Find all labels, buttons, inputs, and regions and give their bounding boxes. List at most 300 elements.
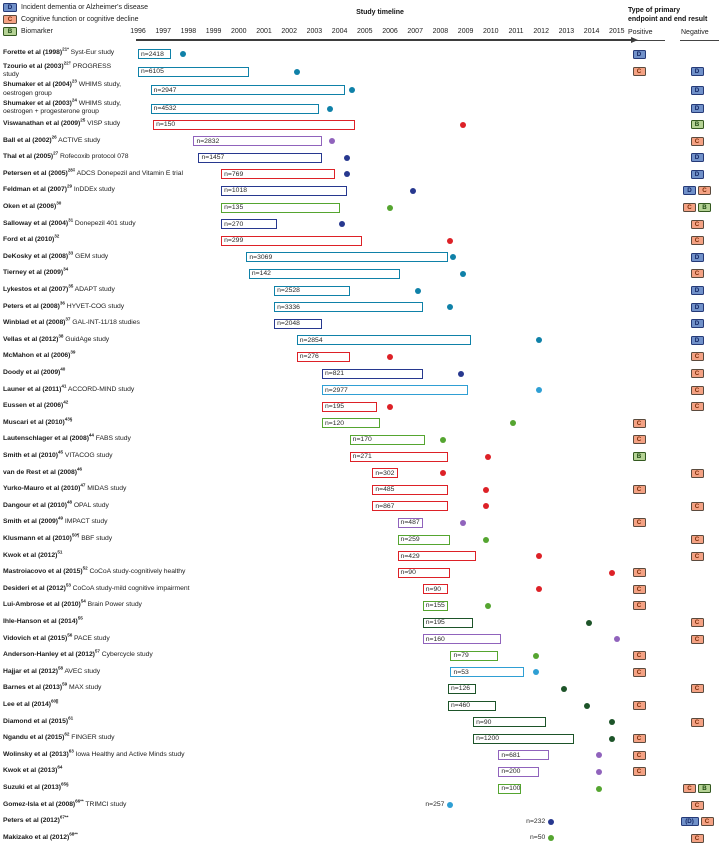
publication-dot bbox=[533, 669, 539, 675]
endpoint-badge-D: D bbox=[691, 104, 704, 113]
publication-dot bbox=[440, 437, 446, 443]
sample-size-label: n=100 bbox=[501, 785, 521, 792]
endpoint-badge-group bbox=[691, 801, 704, 810]
sample-size-label: n=867 bbox=[375, 502, 395, 510]
endpoint-badge-group bbox=[691, 170, 704, 179]
endpoint-badge-group bbox=[691, 635, 704, 644]
endpoint-badge-group bbox=[691, 402, 704, 411]
endpoint-badge-C: C bbox=[691, 469, 704, 478]
study-label: Lautenschlager et al $(2008)^{44}$ FABS study bbox=[3, 433, 131, 443]
endpoint-badge-C: C bbox=[633, 601, 646, 610]
publication-dot bbox=[180, 51, 186, 57]
study-label: DeKosky et al $(2008)^{33}$ GEM study bbox=[3, 250, 109, 260]
endpoint-badge-group bbox=[633, 585, 646, 594]
study-duration-bar bbox=[498, 767, 538, 777]
publication-dot bbox=[536, 586, 542, 592]
endpoint-badge-D: D bbox=[691, 253, 704, 262]
endpoint-badge-group bbox=[633, 485, 646, 494]
endpoint-badge-group bbox=[691, 120, 704, 129]
publication-dot bbox=[344, 171, 350, 177]
sample-size-label: n=53 bbox=[453, 668, 469, 676]
endpoint-badge-group bbox=[691, 535, 704, 544]
endpoint-badge-group bbox=[691, 153, 704, 162]
study-label: Dangour et al $(2010)^{48}$ OPAL study bbox=[3, 499, 109, 509]
sample-size-label: n=257 bbox=[425, 800, 445, 808]
endpoint-badge-group bbox=[691, 104, 704, 113]
sample-size-label: n=170 bbox=[352, 436, 372, 444]
endpoint-badge-C: C bbox=[691, 684, 704, 693]
publication-dot bbox=[485, 603, 491, 609]
sample-size-label: n=2418 bbox=[141, 50, 164, 58]
sample-size-label: n=232 bbox=[526, 817, 546, 825]
year-label: 2011 bbox=[508, 28, 524, 35]
endpoint-badge-C: C bbox=[691, 718, 704, 727]
sample-size-label: n=429 bbox=[400, 552, 420, 560]
endpoint-header-line1: Type of primary bbox=[628, 7, 680, 14]
sample-size-label: n=142 bbox=[251, 270, 271, 278]
study-label: Ford et al $(2010)^{32}$ bbox=[3, 233, 60, 244]
study-label: Petersen et al $(2005)^{28\ddagger}$ ADCS Donepezil and Vitamin E trial bbox=[3, 167, 183, 177]
endpoint-badge-group bbox=[683, 186, 711, 195]
sample-size-label: n=681 bbox=[501, 751, 521, 759]
publication-dot bbox=[548, 835, 554, 841]
endpoint-badge-C: C bbox=[633, 585, 646, 594]
endpoint-badge-group bbox=[633, 651, 646, 660]
publication-dot bbox=[536, 387, 542, 393]
sample-size-label: n=460 bbox=[450, 702, 471, 709]
sample-size-label: n=270 bbox=[224, 220, 244, 228]
endpoint-badge-group bbox=[633, 50, 646, 59]
timeline-title: Study timeline bbox=[356, 9, 404, 16]
study-label: Makizako et al $(2012)^{68**}$ bbox=[3, 831, 78, 841]
endpoint-badge-C: C bbox=[683, 203, 696, 212]
publication-dot bbox=[609, 719, 615, 725]
publication-dot bbox=[596, 769, 602, 775]
publication-dot bbox=[447, 802, 453, 808]
publication-dot bbox=[415, 288, 421, 294]
study-label: Klusmann et al $(2010)^{50\P}$ BBF study bbox=[3, 532, 113, 542]
study-duration-bar bbox=[198, 153, 321, 163]
study-duration-bar bbox=[372, 468, 397, 478]
study-duration-bar bbox=[322, 402, 377, 412]
endpoint-badge-group bbox=[633, 419, 646, 428]
endpoint-badge-group bbox=[691, 552, 704, 561]
study-duration-bar bbox=[153, 120, 355, 130]
study-duration-bar bbox=[498, 750, 548, 760]
publication-dot bbox=[458, 371, 464, 377]
sample-size-label: n=487 bbox=[400, 519, 420, 527]
endpoint-badge-C: C bbox=[691, 535, 704, 544]
sample-size-label: n=2048 bbox=[277, 320, 300, 328]
endpoint-badge-D: D bbox=[691, 170, 704, 179]
publication-dot bbox=[447, 238, 453, 244]
negative-column-header: Negative bbox=[681, 29, 709, 36]
publication-dot bbox=[548, 819, 554, 825]
study-label: Doody et al $(2009)^{40}$ bbox=[3, 366, 66, 376]
endpoint-badge-D: D bbox=[691, 286, 704, 295]
study-label: Wolinsky et al $(2013)^{63}$ Iowa Healthy and Active Minds study bbox=[3, 748, 185, 758]
endpoint-badge-group bbox=[691, 220, 704, 229]
endpoint-badge-C: C bbox=[691, 502, 704, 511]
publication-dot bbox=[485, 454, 491, 460]
endpoint-badge-D: D bbox=[691, 67, 704, 76]
study-label: Lui-Ambrose et al $(2010)^{54}$ Brain Power study bbox=[3, 599, 142, 609]
study-label: Ihle-Hanson et al $(2014)^{55}$ bbox=[3, 615, 83, 625]
year-label: 2013 bbox=[558, 28, 575, 35]
publication-dot bbox=[483, 537, 489, 543]
sample-size-label: n=126 bbox=[450, 685, 471, 693]
sample-size-label: n=821 bbox=[324, 370, 345, 377]
legend-label: Cognitive function or cognitive decline bbox=[21, 16, 139, 23]
endpoint-badge-C: C bbox=[691, 552, 704, 561]
sample-size-label: n=2528 bbox=[277, 287, 300, 294]
endpoint-badge-group bbox=[691, 369, 704, 378]
endpoint-badge-group bbox=[691, 684, 704, 693]
legend-badge-C: C bbox=[3, 15, 17, 24]
endpoint-badge-group bbox=[633, 452, 646, 461]
study-duration-bar bbox=[448, 701, 496, 711]
legend-item bbox=[3, 3, 148, 12]
endpoint-badge-C: C bbox=[691, 801, 704, 810]
year-label: 2001 bbox=[256, 28, 272, 35]
year-label: 2015 bbox=[609, 28, 625, 35]
sample-size-label: n=2947 bbox=[153, 86, 177, 94]
study-label: Desideri et al $(2012)^{53}$ CoCoA study-mild cognitive impairment bbox=[3, 582, 190, 592]
study-label: Tzourio et al $(2003)^{22\dagger}$ PROGRESS study bbox=[3, 60, 112, 79]
sample-size-label: n=79 bbox=[453, 652, 469, 660]
study-label: Barnes et al $(2013)^{59}$ MAX study bbox=[3, 682, 102, 692]
endpoint-badge-group bbox=[691, 834, 704, 843]
sample-size-label: n=160 bbox=[425, 635, 445, 643]
study-label: Kwok et al $(2012)^{51}$ bbox=[3, 549, 63, 559]
year-label: 1997 bbox=[155, 28, 171, 35]
endpoint-badge-group bbox=[691, 352, 704, 361]
endpoint-badge-D: (D) bbox=[681, 817, 699, 826]
publication-dot bbox=[329, 138, 335, 144]
study-label: Lee et al $(2014)^{60||}$ bbox=[3, 698, 59, 708]
publication-dot bbox=[460, 520, 466, 526]
legend-label: Incident dementia or Alzheimer's disease bbox=[21, 4, 149, 11]
sample-size-label: n=155 bbox=[425, 602, 445, 610]
year-label: 1999 bbox=[205, 28, 222, 35]
endpoint-badge-group bbox=[691, 502, 704, 511]
study-duration-bar bbox=[372, 501, 448, 511]
sample-size-label: n=195 bbox=[324, 403, 345, 411]
publication-dot bbox=[483, 503, 489, 509]
legend-item bbox=[3, 15, 139, 24]
endpoint-badge-group bbox=[691, 86, 704, 95]
endpoint-badge-C: C bbox=[691, 834, 704, 843]
study-duration-bar bbox=[138, 49, 171, 59]
study-label: Mastroiacovo et al $(2015)^{52}$ CoCoA study-cognitively healthy bbox=[3, 565, 186, 576]
publication-dot bbox=[586, 620, 592, 626]
endpoint-header bbox=[628, 7, 719, 24]
study-label: Shumaker et al $(2004)^{23}$ WHIMS study, oestrogen group bbox=[3, 78, 122, 97]
publication-dot bbox=[410, 188, 416, 194]
study-label: Launer et al $(2011)^{41}$ ACCORD-MIND study bbox=[3, 383, 135, 393]
year-label: 2010 bbox=[483, 28, 499, 35]
timeline-axis-arrow bbox=[631, 37, 638, 43]
study-label: Yurko-Mauro et al $(2010)^{47}$ MIDAS study bbox=[3, 482, 127, 493]
year-label: 2002 bbox=[281, 28, 297, 35]
endpoint-badge-C: C bbox=[633, 568, 646, 577]
study-duration-bar bbox=[448, 684, 476, 694]
study-duration-bar bbox=[398, 568, 451, 578]
sample-size-label: n=120 bbox=[324, 419, 345, 427]
sample-size-label: n=2854 bbox=[299, 336, 323, 344]
study-duration-bar bbox=[350, 452, 448, 462]
endpoint-badge-group bbox=[691, 336, 704, 345]
sample-size-label: n=195 bbox=[425, 619, 445, 626]
endpoint-badge-group bbox=[691, 286, 704, 295]
endpoint-badge-D: D bbox=[691, 303, 704, 312]
endpoint-badge-group bbox=[633, 568, 646, 577]
endpoint-badge-C: C bbox=[633, 701, 646, 710]
endpoint-badge-C: C bbox=[633, 734, 646, 743]
endpoint-badge-C: C bbox=[633, 435, 646, 444]
endpoint-badge-D: D bbox=[691, 336, 704, 345]
sample-size-label: n=90 bbox=[400, 569, 416, 577]
publication-dot bbox=[609, 736, 615, 742]
publication-dot bbox=[536, 337, 542, 343]
study-duration-bar bbox=[193, 136, 322, 146]
negative-column-underline bbox=[680, 40, 719, 41]
study-label: Smith et al $(2010)^{45}$ VITACOG study bbox=[3, 449, 113, 459]
study-label: Forette et al $(1998)^{21*}$ Syst-Eur study bbox=[3, 47, 115, 57]
sample-size-label: n=485 bbox=[375, 486, 395, 494]
study-duration-bar bbox=[423, 584, 448, 594]
endpoint-badge-B: B bbox=[698, 784, 711, 793]
study-label: Anderson-Hanley et al $(2012)^{57}$ Cybercycle study bbox=[3, 648, 153, 659]
study-duration-bar bbox=[398, 518, 423, 528]
study-duration-bar bbox=[322, 385, 468, 395]
endpoint-badge-C: C bbox=[691, 220, 704, 229]
study-label: Vidovich et al $(2015)^{56}$ PACE study bbox=[3, 632, 110, 642]
legend-label: Biomarker bbox=[21, 28, 53, 35]
study-label: Ngandu et al $(2015)^{62}$ FINGER study bbox=[3, 731, 115, 742]
endpoint-badge-C: C bbox=[633, 485, 646, 494]
sample-size-label: n=90 bbox=[425, 585, 442, 593]
publication-dot bbox=[440, 470, 446, 476]
publication-dot bbox=[460, 271, 466, 277]
publication-dot bbox=[533, 653, 539, 659]
study-label: Shumaker et al $(2003)^{24}$ WHIMS study, oestrogen + progesterone group bbox=[3, 97, 122, 116]
year-label: 2000 bbox=[231, 28, 247, 35]
endpoint-badge-group bbox=[633, 435, 646, 444]
study-label: Diamond et al $(2015)^{61}$ bbox=[3, 715, 74, 725]
endpoint-badge-group bbox=[691, 236, 704, 245]
publication-dot bbox=[344, 155, 350, 161]
positive-column-header: Positive bbox=[628, 29, 653, 36]
publication-dot bbox=[596, 752, 602, 758]
year-label: 2006 bbox=[382, 28, 398, 35]
endpoint-badge-C: C bbox=[698, 186, 711, 195]
year-label: 2003 bbox=[306, 28, 323, 35]
study-label: Feldman et al $(2007)^{29}$ InDDEx study bbox=[3, 184, 115, 194]
year-label: 2014 bbox=[583, 28, 600, 35]
legend-badge-D: D bbox=[3, 3, 17, 12]
endpoint-badge-C: C bbox=[633, 767, 646, 776]
endpoint-badge-group bbox=[691, 386, 704, 395]
endpoint-badge-group bbox=[683, 203, 711, 212]
publication-dot bbox=[339, 221, 345, 227]
year-label: 1996 bbox=[130, 28, 146, 35]
study-duration-bar bbox=[423, 634, 501, 644]
publication-dot bbox=[349, 87, 355, 93]
study-duration-bar bbox=[450, 651, 498, 661]
study-label: Oken et al $(2006)^{30}$ bbox=[3, 200, 62, 210]
study-label: Hajjar et al $(2012)^{58}$ AVEC study bbox=[3, 665, 101, 675]
publication-dot bbox=[536, 553, 542, 559]
publication-dot bbox=[387, 354, 393, 360]
publication-dot bbox=[387, 404, 393, 410]
study-duration-bar bbox=[450, 667, 523, 677]
study-duration-bar bbox=[498, 784, 521, 794]
year-label: 2008 bbox=[432, 28, 449, 35]
study-label: Ball et al $(2002)^{26}$ ACTIVE study bbox=[3, 134, 101, 144]
year-label: 2005 bbox=[357, 28, 373, 35]
sample-size-label: n=271 bbox=[352, 453, 372, 460]
study-duration-bar bbox=[274, 286, 350, 296]
study-duration-bar bbox=[297, 335, 471, 345]
study-duration-bar bbox=[138, 67, 249, 77]
year-label: 2009 bbox=[457, 28, 474, 35]
endpoint-badge-D: D bbox=[691, 153, 704, 162]
endpoint-badge-group bbox=[633, 67, 646, 76]
study-duration-bar bbox=[322, 369, 423, 379]
study-duration-bar bbox=[322, 418, 380, 428]
publication-dot bbox=[327, 106, 333, 112]
publication-dot bbox=[450, 254, 456, 260]
study-duration-bar bbox=[221, 236, 362, 246]
endpoint-badge-group bbox=[633, 751, 646, 760]
study-label: Vellas et al $(2012)^{38}$ GuidAge study bbox=[3, 333, 110, 343]
endpoint-badge-group bbox=[691, 718, 704, 727]
study-label: Viswanathan et al $(2009)^{25}$ VISP study bbox=[3, 117, 121, 127]
endpoint-badge-C: C bbox=[633, 751, 646, 760]
year-label: 2007 bbox=[407, 28, 423, 35]
publication-dot bbox=[584, 703, 590, 709]
publication-dot bbox=[614, 636, 620, 642]
study-label: Winblad et al $(2008)^{37}$ GAL-INT-11/18 studies bbox=[3, 316, 140, 327]
study-label: Salloway et al $(2004)^{31}$ Donepezil 401 study bbox=[3, 217, 136, 227]
study-label: Smith et al $(2009)^{49}$ IMPACT study bbox=[3, 516, 108, 526]
study-duration-bar bbox=[372, 485, 448, 495]
study-duration-bar bbox=[423, 618, 473, 628]
study-label: Peters et al $(2008)^{36}$ HYVET-COG study bbox=[3, 300, 125, 310]
endpoint-badge-group bbox=[633, 701, 646, 710]
study-duration-bar bbox=[221, 219, 276, 229]
study-duration-bar bbox=[221, 169, 334, 179]
endpoint-badge-C: C bbox=[683, 784, 696, 793]
study-duration-bar bbox=[151, 104, 320, 114]
sample-size-label: n=1457 bbox=[201, 154, 225, 162]
sample-size-label: n=259 bbox=[400, 536, 420, 543]
endpoint-badge-B: B bbox=[633, 452, 646, 461]
sample-size-label: n=276 bbox=[299, 353, 319, 361]
endpoint-badge-group bbox=[633, 518, 646, 527]
endpoint-badge-D: D bbox=[683, 186, 696, 195]
endpoint-badge-C: C bbox=[691, 137, 704, 146]
study-label: Gomez-Isla et al $(2008)^{66**}$ TRIMCI study bbox=[3, 798, 127, 808]
study-duration-bar bbox=[221, 203, 339, 213]
endpoint-badge-C: C bbox=[633, 67, 646, 76]
year-label: 2004 bbox=[331, 28, 348, 35]
publication-dot bbox=[510, 420, 516, 426]
study-label: Kwok et al $(2013)^{64}$ bbox=[3, 765, 63, 775]
year-label: 2012 bbox=[533, 28, 549, 35]
study-duration-bar bbox=[246, 252, 448, 262]
study-label: Suzuki et al $(2013)^{65\S}$ bbox=[3, 781, 69, 791]
endpoint-badge-group bbox=[691, 253, 704, 262]
endpoint-badge-C: C bbox=[691, 618, 704, 627]
publication-dot bbox=[387, 205, 393, 211]
sample-size-label: n=2977 bbox=[324, 386, 348, 394]
endpoint-badge-group bbox=[691, 469, 704, 478]
study-duration-bar bbox=[249, 269, 400, 279]
publication-dot bbox=[447, 304, 453, 310]
endpoint-header-line2: endpoint and end result bbox=[628, 15, 708, 23]
study-label: Thal et al $(2005)^{27}$ Rofecoxib protocol 078 bbox=[3, 150, 129, 161]
sample-size-label: n=200 bbox=[501, 768, 521, 776]
study-duration-bar bbox=[473, 717, 546, 727]
sample-size-label: n=6105 bbox=[141, 68, 164, 75]
endpoint-badge-C: C bbox=[691, 369, 704, 378]
endpoint-badge-B: B bbox=[698, 203, 711, 212]
study-duration-bar bbox=[151, 85, 345, 95]
study-duration-bar bbox=[473, 734, 574, 744]
timeline-axis bbox=[136, 39, 632, 41]
endpoint-badge-C: C bbox=[633, 518, 646, 527]
publication-dot bbox=[561, 686, 567, 692]
publication-dot bbox=[294, 69, 300, 75]
endpoint-badge-group bbox=[633, 601, 646, 610]
sample-size-label: n=90 bbox=[476, 718, 492, 726]
endpoint-badge-D: D bbox=[633, 50, 646, 59]
sample-size-label: n=1200 bbox=[476, 735, 500, 743]
endpoint-badge-group bbox=[633, 767, 646, 776]
endpoint-badge-C: C bbox=[691, 402, 704, 411]
legend-item bbox=[3, 27, 53, 36]
endpoint-badge-group bbox=[691, 67, 704, 76]
study-label: McMahon et al $(2006)^{39}$ bbox=[3, 350, 76, 360]
sample-size-label: n=50 bbox=[529, 834, 546, 842]
endpoint-badge-D: D bbox=[691, 86, 704, 95]
endpoint-badge-C: C bbox=[633, 668, 646, 677]
endpoint-badge-group bbox=[633, 734, 646, 743]
endpoint-badge-C: C bbox=[691, 386, 704, 395]
sample-size-label: n=150 bbox=[156, 121, 176, 128]
endpoint-badge-C: C bbox=[691, 635, 704, 644]
year-label: 1998 bbox=[180, 28, 197, 35]
study-duration-bar bbox=[398, 535, 451, 545]
sample-size-label: n=3336 bbox=[277, 303, 300, 311]
study-label: Lykestos et al $(2007)^{35}$ ADAPT study bbox=[3, 283, 115, 293]
sample-size-label: n=2832 bbox=[196, 137, 220, 145]
study-duration-bar bbox=[398, 551, 476, 561]
endpoint-badge-group bbox=[633, 668, 646, 677]
endpoint-badge-C: C bbox=[633, 419, 646, 428]
endpoint-badge-C: C bbox=[633, 651, 646, 660]
endpoint-badge-group bbox=[683, 784, 711, 793]
endpoint-badge-C: C bbox=[691, 236, 704, 245]
publication-dot bbox=[596, 786, 602, 792]
publication-dot bbox=[609, 570, 615, 576]
publication-dot bbox=[483, 487, 489, 493]
endpoint-badge-group bbox=[691, 303, 704, 312]
endpoint-badge-group bbox=[681, 817, 714, 826]
sample-size-label: n=302 bbox=[375, 469, 395, 477]
